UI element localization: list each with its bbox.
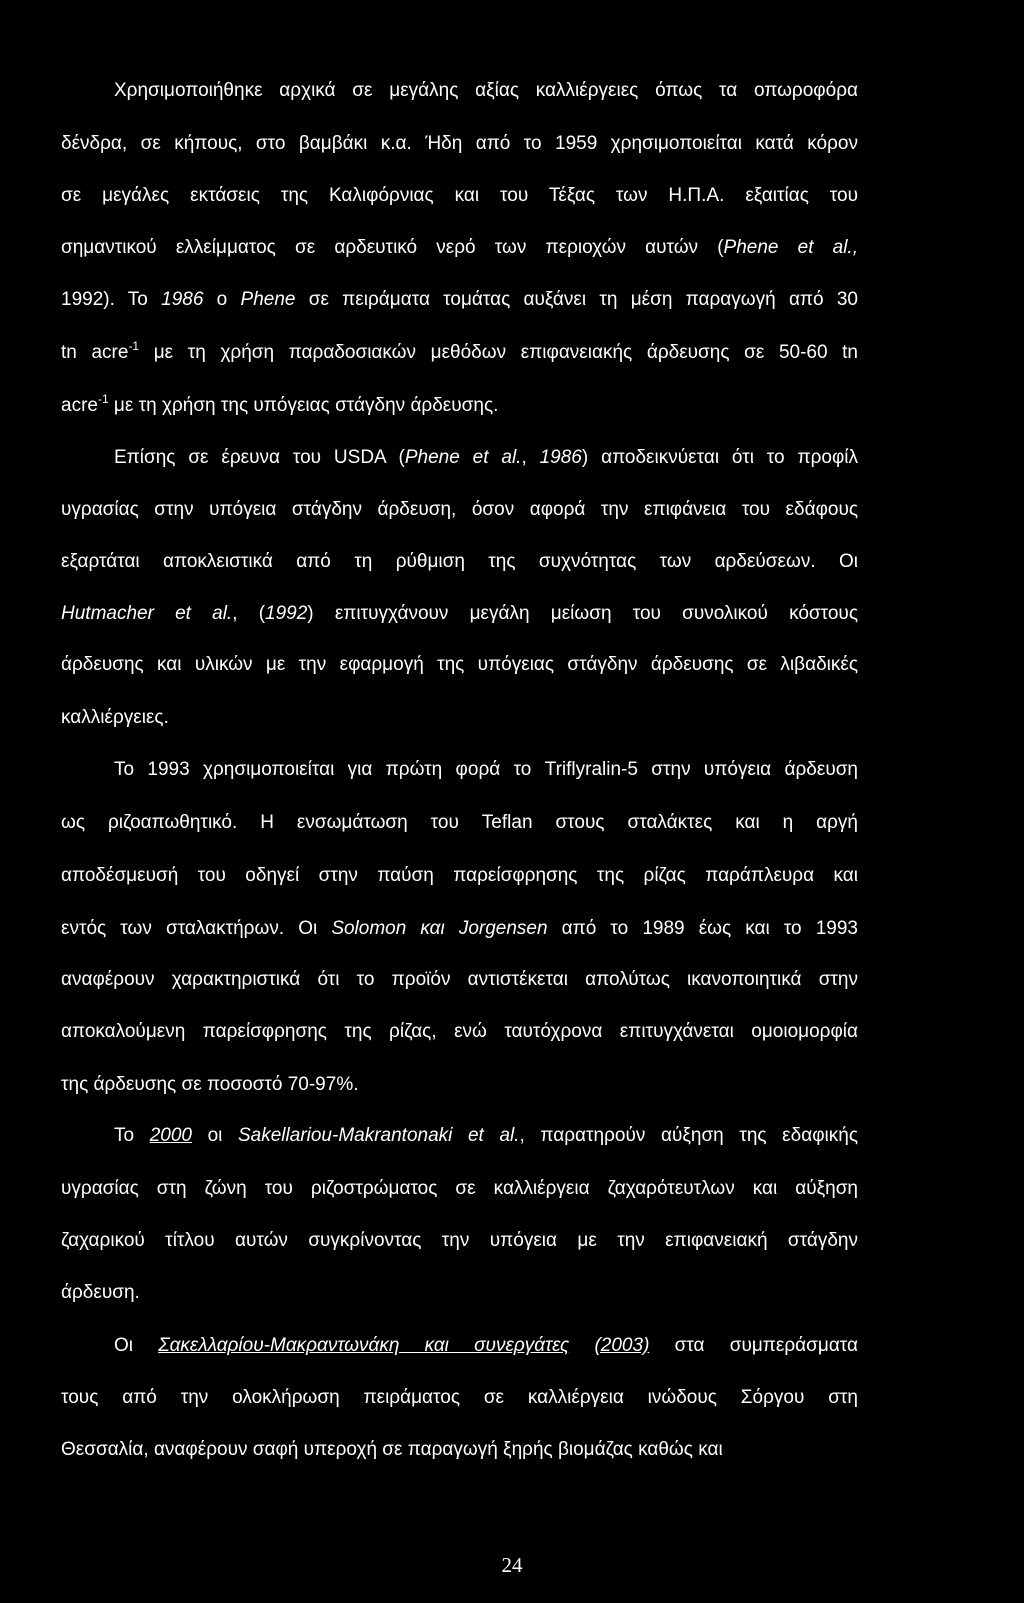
text-line [61, 1229, 858, 1253]
text-run: Το 1993 χρησιμοποιείται για πρώτη φορά το Triflyralin-5 στην υπόγεια άρδευση [114, 759, 858, 780]
citation-year: (2003) [594, 1335, 650, 1356]
citation-year: 1986 [161, 289, 204, 310]
text-run: υγρασίας στην υπόγεια στάγδην άρδευση, όσον αφορά την επιφάνεια του εδάφους [61, 499, 858, 520]
text-run: tn acre [61, 342, 129, 363]
text-line [61, 917, 858, 941]
text-run: οι [191, 1125, 238, 1146]
text-run: Θεσσαλία, αναφέρουν σαφή υπεροχή σε παραγωγή ξηρής βιομάζας καθώς και [61, 1439, 723, 1460]
text-run: αποδέσμευσή του οδηγεί στην παύση παρείσφρησης της ρίζας παράπλευρα και [61, 865, 858, 886]
text-line [61, 1281, 858, 1305]
text-line [61, 864, 858, 888]
text-run: , [521, 447, 540, 468]
text-run: Χρησιμοποιήθηκε αρχικά σε μεγάλης αξίας καλλιέργειες όπως τα οπωροφόρα [114, 80, 858, 101]
citation-author: Phene et al., [723, 237, 858, 258]
text-line [114, 1124, 858, 1148]
text-line [61, 1073, 858, 1097]
text-run: δένδρα, σε κήπους, στο βαμβάκι κ.α. Ήδη από το 1959 χρησιμοποιείται κατά κόρον [61, 133, 858, 154]
citation-author: Sakellariou-Makrantonaki et al. [238, 1125, 520, 1146]
text-line [61, 1386, 858, 1410]
citation-author: Phene et al. [404, 447, 522, 468]
text-line [61, 1438, 858, 1462]
text-run: acre [61, 395, 98, 416]
text-run: ζαχαρικού τίτλου αυτών συγκρίνοντας την υπόγεια με την επιφανειακή στάγδην [61, 1230, 858, 1251]
text-line [114, 446, 858, 470]
text-run: ως ριζοαπωθητικό. Η ενσωμάτωση του Teflan στους σταλάκτες και η αργή [61, 812, 858, 833]
text-run: με τη χρήση παραδοσιακών μεθόδων επιφανειακής άρδευσης σε 50-60 tn [139, 342, 859, 363]
text-line [61, 394, 858, 418]
superscript: -1 [97, 392, 109, 406]
citation-author: Phene [240, 289, 296, 310]
text-run: στα συμπεράσματα [649, 1335, 859, 1356]
citation-year: 1986 [539, 447, 582, 468]
text-run: υγρασίας στη ζώνη του ριζοστρώματος σε καλλιέργεια ζαχαρότευτλων και αύξηση [61, 1178, 858, 1199]
text-run: ) αποδεικνύεται ότι το προφίλ [581, 447, 858, 468]
text-run: , παρατηρούν αύξηση της εδαφικής [519, 1125, 858, 1146]
text-run: εντός των σταλακτήρων. Οι [61, 918, 332, 939]
text-run: 1992). Το [61, 289, 162, 310]
text-line [61, 236, 858, 260]
superscript: -1 [128, 339, 140, 353]
citation-author: Hutmacher et al. [61, 603, 233, 624]
text-line [61, 288, 858, 312]
text-run: Οι [114, 1335, 159, 1356]
text-run: , ( [232, 603, 266, 624]
citation-author: Σακελλαρίου-Μακραντωνάκη και συνεργάτες [158, 1335, 570, 1356]
text-line [61, 602, 858, 626]
citation-author: Solomon και Jorgensen [331, 918, 548, 939]
text-run [569, 1335, 594, 1356]
text-run: σημαντικού ελλείμματος σε αρδευτικό νερό των περιοχών αυτών ( [61, 237, 724, 258]
citation-year: 2000 [149, 1125, 192, 1146]
text-line [61, 1177, 858, 1201]
page-number: 24 [501, 1553, 523, 1577]
text-run: καλλιέργειες. [61, 707, 169, 728]
text-line [114, 1334, 858, 1358]
text-line [114, 758, 858, 782]
text-line [61, 341, 858, 365]
text-line [61, 1020, 858, 1044]
citation-year: 1992 [265, 603, 308, 624]
text-run: άρδευσης και υλικών με την εφαρμογή της υπόγειας στάγδην άρδευσης σε λιβαδικές [61, 654, 858, 675]
text-line [61, 653, 858, 677]
text-run: εξαρτάται αποκλειστικά από τη ρύθμιση της συχνότητας των αρδεύσεων. Οι [61, 551, 858, 572]
text-line [61, 811, 858, 835]
text-run: σε πειράματα τομάτας αυξάνει τη μέση παραγωγή από 30 [295, 289, 858, 310]
text-run: ο [203, 289, 241, 310]
text-line [114, 79, 858, 103]
text-line [61, 706, 858, 730]
text-run: με τη χρήση της υπόγειας στάγδην άρδευσης. [108, 395, 499, 416]
text-run: ) επιτυγχάνουν μεγάλη μείωση του συνολικού κόστους [307, 603, 858, 624]
text-run: από το 1989 έως και το 1993 [547, 918, 858, 939]
text-run: άρδευση. [61, 1282, 140, 1303]
text-run: της άρδευσης σε ποσοστό 70-97%. [61, 1074, 359, 1095]
text-run: τους από την ολοκλήρωση πειράματος σε καλλιέργεια ινώδους Σόργου στη [61, 1387, 858, 1408]
text-run: Το [114, 1125, 150, 1146]
text-line [61, 498, 858, 522]
text-line [61, 132, 858, 156]
text-run: αποκαλούμενη παρείσφρησης της ρίζας, ενώ ταυτόχρονα επιτυγχάνεται ομοιομορφία [61, 1021, 858, 1042]
text-run: Επίσης σε έρευνα του USDA ( [114, 447, 405, 468]
text-line: σε μεγάλες εκτάσεις της Καλιφόρνιας και του Τέξας των Η.Π.Α. εξαιτίας του [61, 185, 858, 206]
text-line [61, 968, 858, 992]
text-line [61, 550, 858, 574]
text-run: αναφέρουν χαρακτηριστικά ότι το προϊόν αντιστέκεται απολύτως ικανοποιητικά στην [61, 969, 858, 990]
